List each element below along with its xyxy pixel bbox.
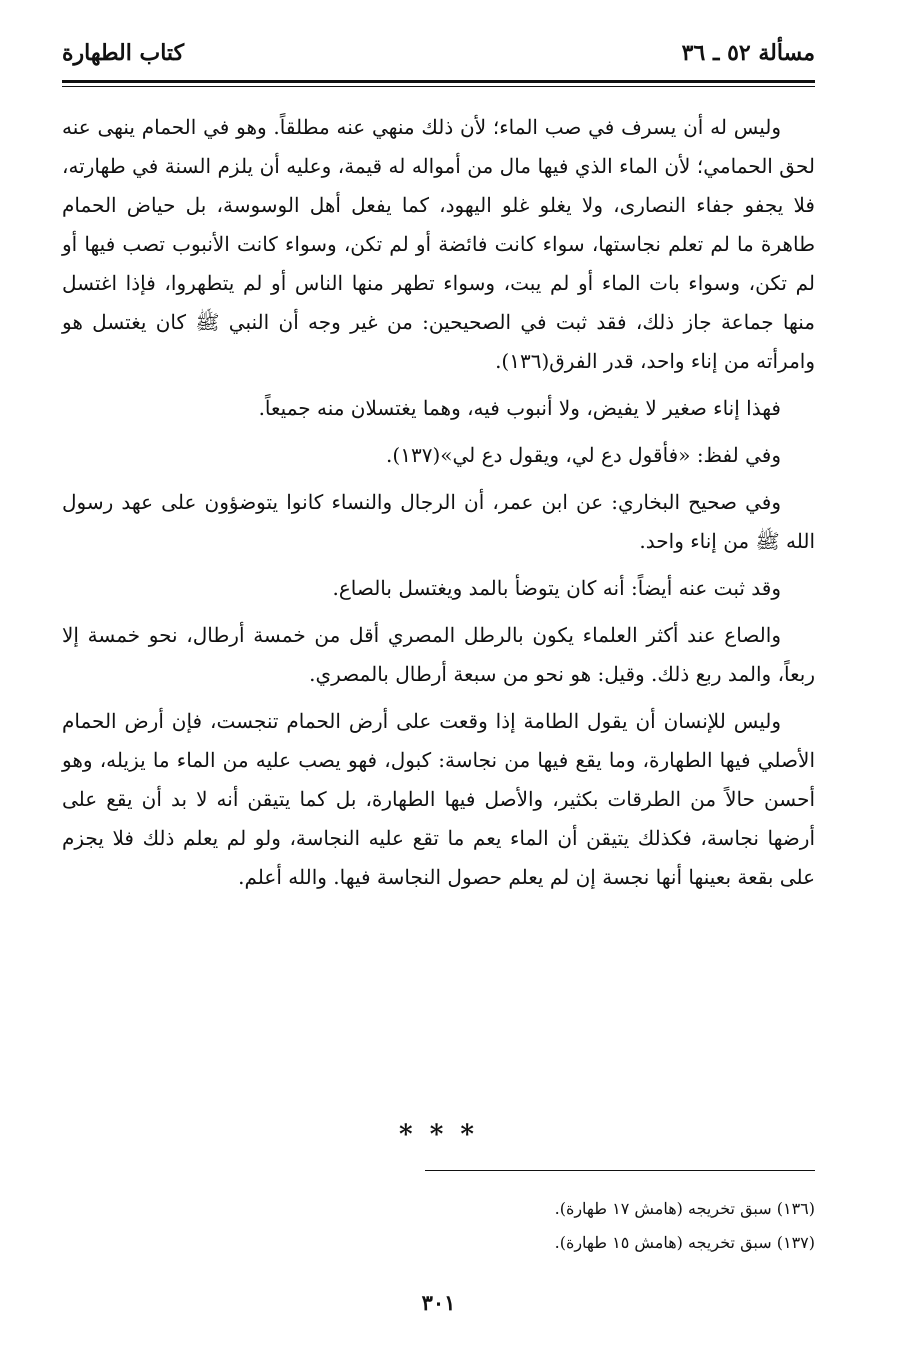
header-rule-thick xyxy=(62,80,815,83)
header-rule-thin xyxy=(62,86,815,87)
paragraph: وليس للإنسان أن يقول الطامة إذا وقعت على أرض الحمام تنجست، فإن أرض الحمام الأصلي فيها الطهارة، وما يقع فيها من نجاسة: كبول، فهو يصب عليه من الماء ما يزيله، وهو أحسن حالاً من الطرقات بكثير، والأصل فيها الطهارة، بل كما يتيقن أنه لا بد أن يقع على أرضها نجاسة، فكذلك يتيقن أن الماء يعم ما تقع عليه النجاسة، ولو لم يعلم ذلك فلا يجزم على بقعة بعينها أنها نجسة إن لم يعلم حصول النجاسة فيها. والله أعلم. xyxy=(62,709,815,889)
paragraph: وقد ثبت عنه أيضاً: أنه كان يتوضأ بالمد ويغتسل بالصاع. xyxy=(332,576,781,600)
paragraph: فهذا إناء صغير لا يفيض، ولا أنبوب فيه، وهما يغتسلان منه جميعاً. xyxy=(258,396,781,420)
paragraph: وفي صحيح البخاري: عن ابن عمر، أن الرجال والنساء كانوا يتوضؤون على عهد رسول الله ﷺ من إناء واحد. xyxy=(62,490,815,553)
running-head xyxy=(62,40,815,76)
body-text xyxy=(62,108,815,905)
section-title: مسألة ٥٢ ـ ٣٦ xyxy=(681,40,815,66)
book-title: كتاب الطهارة xyxy=(62,40,185,66)
section-separator: * * * xyxy=(399,1120,478,1150)
book-page xyxy=(62,0,815,1348)
page-number: ٣٠١ xyxy=(421,1290,456,1315)
footnote-divider xyxy=(425,1170,815,1171)
footnote: (١٣٦) سبق تخريجه (هامش ١٧ طهارة). xyxy=(554,1199,815,1218)
paragraph: وفي لفظ: «فأقول دع لي، ويقول دع لي»(١٣٧). xyxy=(386,443,781,467)
paragraph: والصاع عند أكثر العلماء يكون بالرطل المصري أقل من خمسة أرطال، نحو خمسة إلا ربعاً، والمد ربع ذلك. وقيل: هو نحو من سبعة أرطال بالمصري. xyxy=(62,623,815,686)
footnote: (١٣٧) سبق تخريجه (هامش ١٥ طهارة). xyxy=(554,1233,815,1252)
paragraph: وليس له أن يسرف في صب الماء؛ لأن ذلك منهي عنه مطلقاً. وهو في الحمام ينهى عنه لحق الحمامي؛ لأن الماء الذي فيها مال من أمواله له قيمة، وعليه أن يلزم السنة في طهارته، فلا يجفو جفاء النصارى، ولا يغلو غلو اليهود، كما يفعل أهل الوسوسة، بل حياض الحمام طاهرة ما لم تعلم نجاستها، سواء كانت فائضة أو لم تكن، وسواء كانت الأنبوب تصب فيها أو لم تكن، وسواء بات الماء أو لم يبت، وسواء تطهر منها الناس أو لم يتطهروا، فإذا اغتسل منها جماعة جاز ذلك، فقد ثبت في الصحيحين: من غير وجه أن النبي ﷺ كان يغتسل هو وامرأته من إناء واحد، قدر الفرق(١٣٦). xyxy=(62,115,815,373)
footnotes xyxy=(62,1192,815,1260)
